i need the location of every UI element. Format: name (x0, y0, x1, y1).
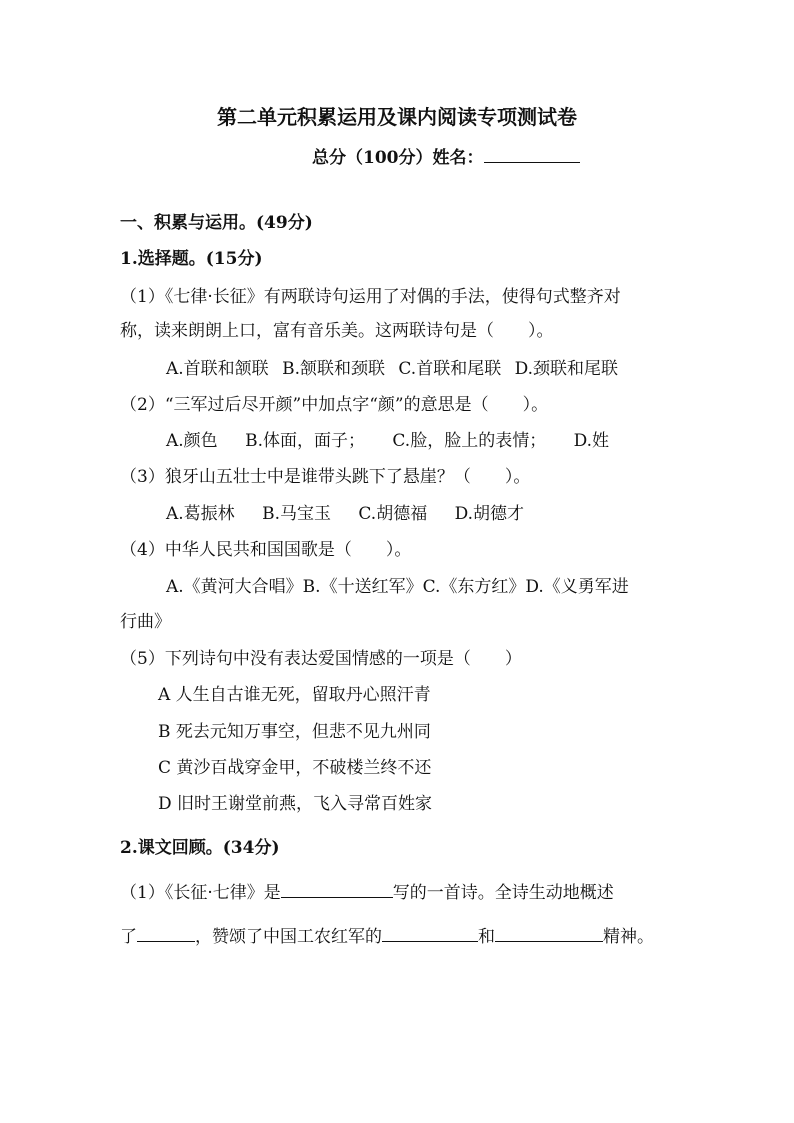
q2-text: 了 (120, 927, 137, 947)
option-c[interactable]: C.脸，脸上的表情； (392, 431, 547, 451)
option-b[interactable]: B.颔联和颈联 (282, 359, 385, 379)
q2-text: 精神。 (603, 927, 654, 947)
q1-5-option-c[interactable]: C 黄沙百战穿金甲，不破楼兰终不还 (158, 758, 432, 778)
q1-2-line1: （2）“三军过后尽开颜”中加点字“颜”的意思是（ ）。 (120, 395, 549, 415)
q2-text: ，赞颂了中国工农红军的 (195, 927, 382, 947)
option-d[interactable]: D.颈联和尾联 (514, 359, 619, 379)
summary-blank[interactable] (137, 925, 195, 942)
q2-text: 和 (478, 927, 495, 947)
q1-4-line1: （4）中华人民共和国国歌是（ ）。 (120, 540, 412, 560)
section1-heading: 一、积累与运用。(49分) (120, 213, 313, 233)
q1-1-options (166, 358, 626, 380)
q1-3-line1: （3）狼牙山五壮士中是谁带头跳下了悬崖？（ ）。 (120, 467, 531, 487)
q1-3-options (166, 503, 532, 525)
q1-5-option-a[interactable]: A 人生自古谁无死，留取丹心照汗青 (158, 685, 431, 705)
name-blank[interactable] (484, 146, 580, 163)
q1-5-option-d[interactable]: D 旧时王谢堂前燕，飞入寻常百姓家 (158, 794, 433, 814)
q1-5-line1: （5）下列诗句中没有表达爱国情感的一项是（ ） (120, 649, 522, 669)
spirit-blank-1[interactable] (382, 925, 478, 942)
q1-5-option-b[interactable]: B 死去元知万事空，但悲不见九州同 (158, 722, 431, 742)
page-title: 第二单元积累运用及课内阅读专项测试卷 (217, 105, 577, 129)
option-a[interactable]: A.颜色 (166, 431, 218, 451)
option-c[interactable]: C.首联和尾联 (398, 359, 502, 379)
option-d[interactable]: D.胡德才 (454, 504, 525, 524)
option-d[interactable]: D.姓 (573, 431, 610, 451)
option-a[interactable]: A.首联和颔联 (166, 359, 269, 379)
spirit-blank-2[interactable] (495, 925, 603, 942)
option-a[interactable]: A.葛振林 (166, 504, 235, 524)
q2-heading: 2.课文回顾。(34分) (120, 838, 280, 858)
q1-heading: 1.选择题。(15分) (120, 249, 263, 269)
q2-1-line2 (120, 925, 654, 948)
q1-4-options[interactable]: A.《黄河大合唱》B.《十送红军》C.《东方红》D.《义勇军进 (166, 577, 629, 597)
author-blank[interactable] (281, 881, 393, 898)
score-label: 总分（100分）姓名： (312, 148, 484, 168)
option-b[interactable]: B.马宝玉 (262, 504, 331, 524)
option-c[interactable]: C.胡德福 (358, 504, 428, 524)
option-b[interactable]: B.体面，面子； (245, 431, 365, 451)
q1-2-options (166, 430, 617, 452)
q1-1-line1: （1）《七律·长征》有两联诗句运用了对偶的手法，使得句式整齐对 (120, 287, 621, 307)
q1-1-line2: 称，读来朗朗上口，富有音乐美。这两联诗句是（ ）。 (120, 321, 554, 341)
q2-1-line1 (120, 881, 614, 904)
score-line (312, 146, 580, 169)
q2-text: （1）《长征·七律》是 (120, 883, 281, 903)
q2-text: 写的一首诗。全诗生动地概述 (392, 883, 614, 903)
q1-4-options-cont: 行曲》 (120, 612, 171, 632)
